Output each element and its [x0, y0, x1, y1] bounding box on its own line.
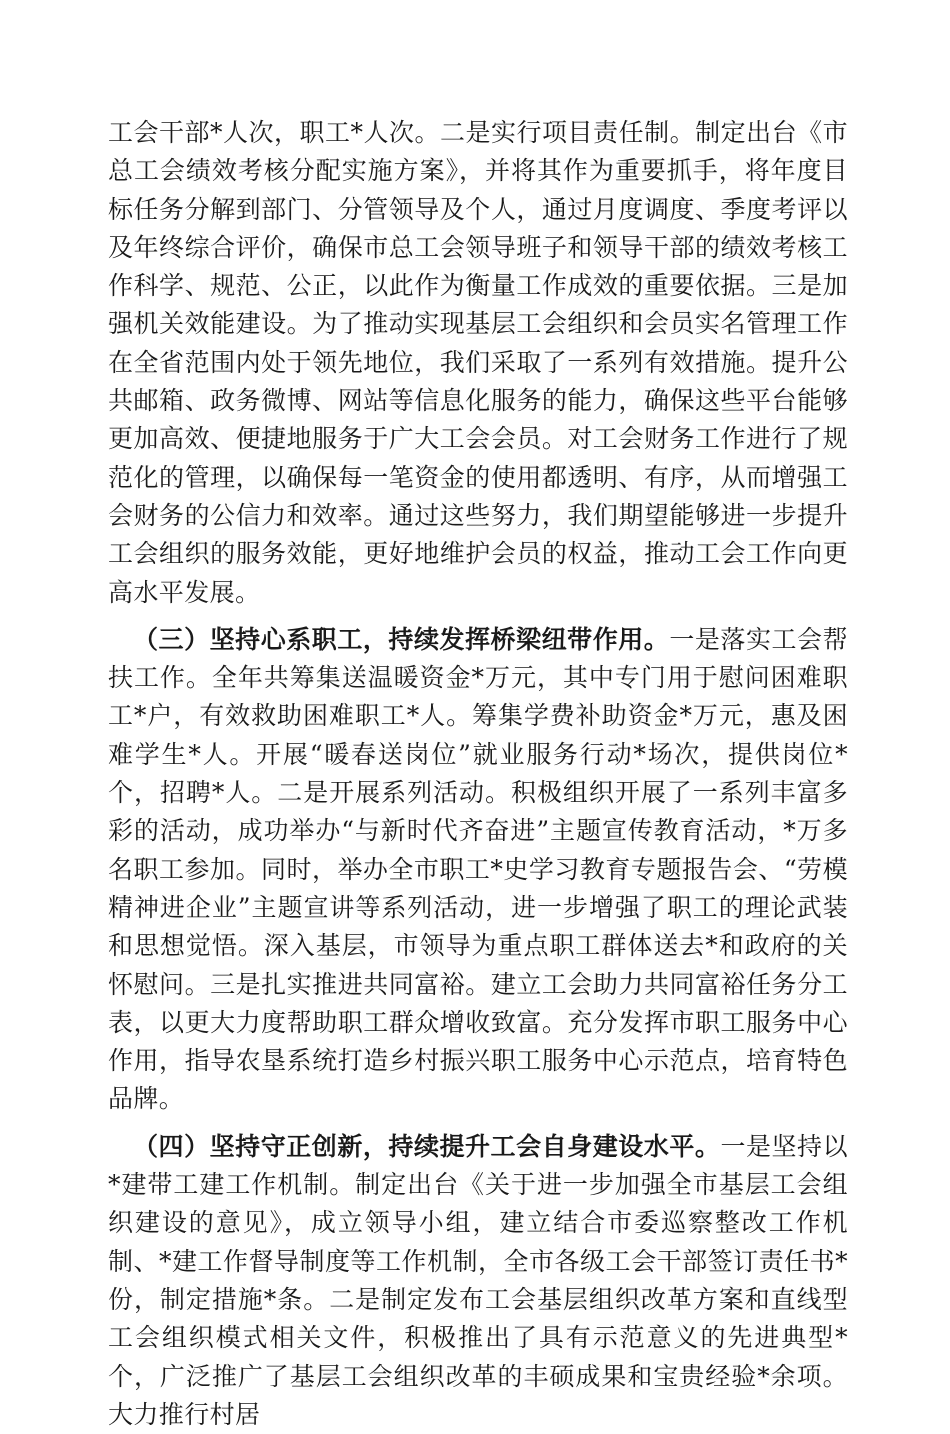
paragraph-2-text: 一是落实工会帮扶工作。全年共筹集送温暖资金*万元，其中专门用于慰问困难职工*户，有效救助困难职工*人。筹集学费补助资金*万元，惠及困难学生*人。开展“暖春送岗位”就业服务行动*场次，提供岗位*个，招聘*人。二是开展系列活动。积极组织开展了一系列丰富多彩的活动，成功举办“与新时代齐奋进”主题宣传教育活动，*万多名职工参加。同时，举办全市职工*史学习教育专题报告会、“劳模精神进企业”主题宣讲等系列活动，进一步增强了职工的理论武装和思想觉悟。深入基层，市领导为重点职工群体送去*和政府的关怀慰问。三是扎实推进共同富裕。建立工会助力共同富裕任务分工表，以更大力度帮助职工群众增收致富。充分发挥市职工服务中心作用，指导农垦系统打造乡村振兴职工服务中心示范点，培育特色品牌。	[108, 624, 848, 1114]
paragraph-2	[108, 621, 848, 1119]
paragraph-3-text: 一是坚持以*建带工建工作机制。制定出台《关于进一步加强全市基层工会组织建设的意见》，成立领导小组，建立结合市委巡察整改工作机制、*建工作督导制度等工作机制，全市各级工会干部签订责任书*份，制定措施*条。二是制定发布工会基层组织改革方案和直线型工会组织模式相关文件，积极推出了具有示范意义的先进典型*个，广泛推广了基层工会组织改革的丰硕成果和宝贵经验*余项。大力推行村居	[108, 1131, 848, 1429]
paragraph-1-text: 工会干部*人次，职工*人次。二是实行项目责任制。制定出台《市总工会绩效考核分配实施方案》，并将其作为重要抓手，将年度目标任务分解到部门、分管领导及个人，通过月度调度、季度考评以及年终综合评价，确保市总工会领导班子和领导干部的绩效考核工作科学、规范、公正，以此作为衡量工作成效的重要依据。三是加强机关效能建设。为了推动实现基层工会组织和会员实名管理工作在全省范围内处于领先地位，我们采取了一系列有效措施。提升公共邮箱、政务微博、网站等信息化服务的能力，确保这些平台能够更加高效、便捷地服务于广大工会会员。对工会财务工作进行了规范化的管理，以确保每一笔资金的使用都透明、有序，从而增强工会财务的公信力和效率。通过这些努力，我们期望能够进一步提升工会组织的服务效能，更好地维护会员的权益，推动工会工作向更高水平发展。	[108, 118, 848, 607]
section-heading-4: （四）坚持守正创新，持续提升工会自身建设水平。	[133, 1131, 721, 1161]
paragraph-1	[108, 114, 848, 612]
paragraph-3	[108, 1128, 848, 1434]
section-heading-3: （三）坚持心系职工，持续发挥桥梁纽带作用。	[133, 624, 670, 654]
document-page	[108, 114, 848, 1434]
